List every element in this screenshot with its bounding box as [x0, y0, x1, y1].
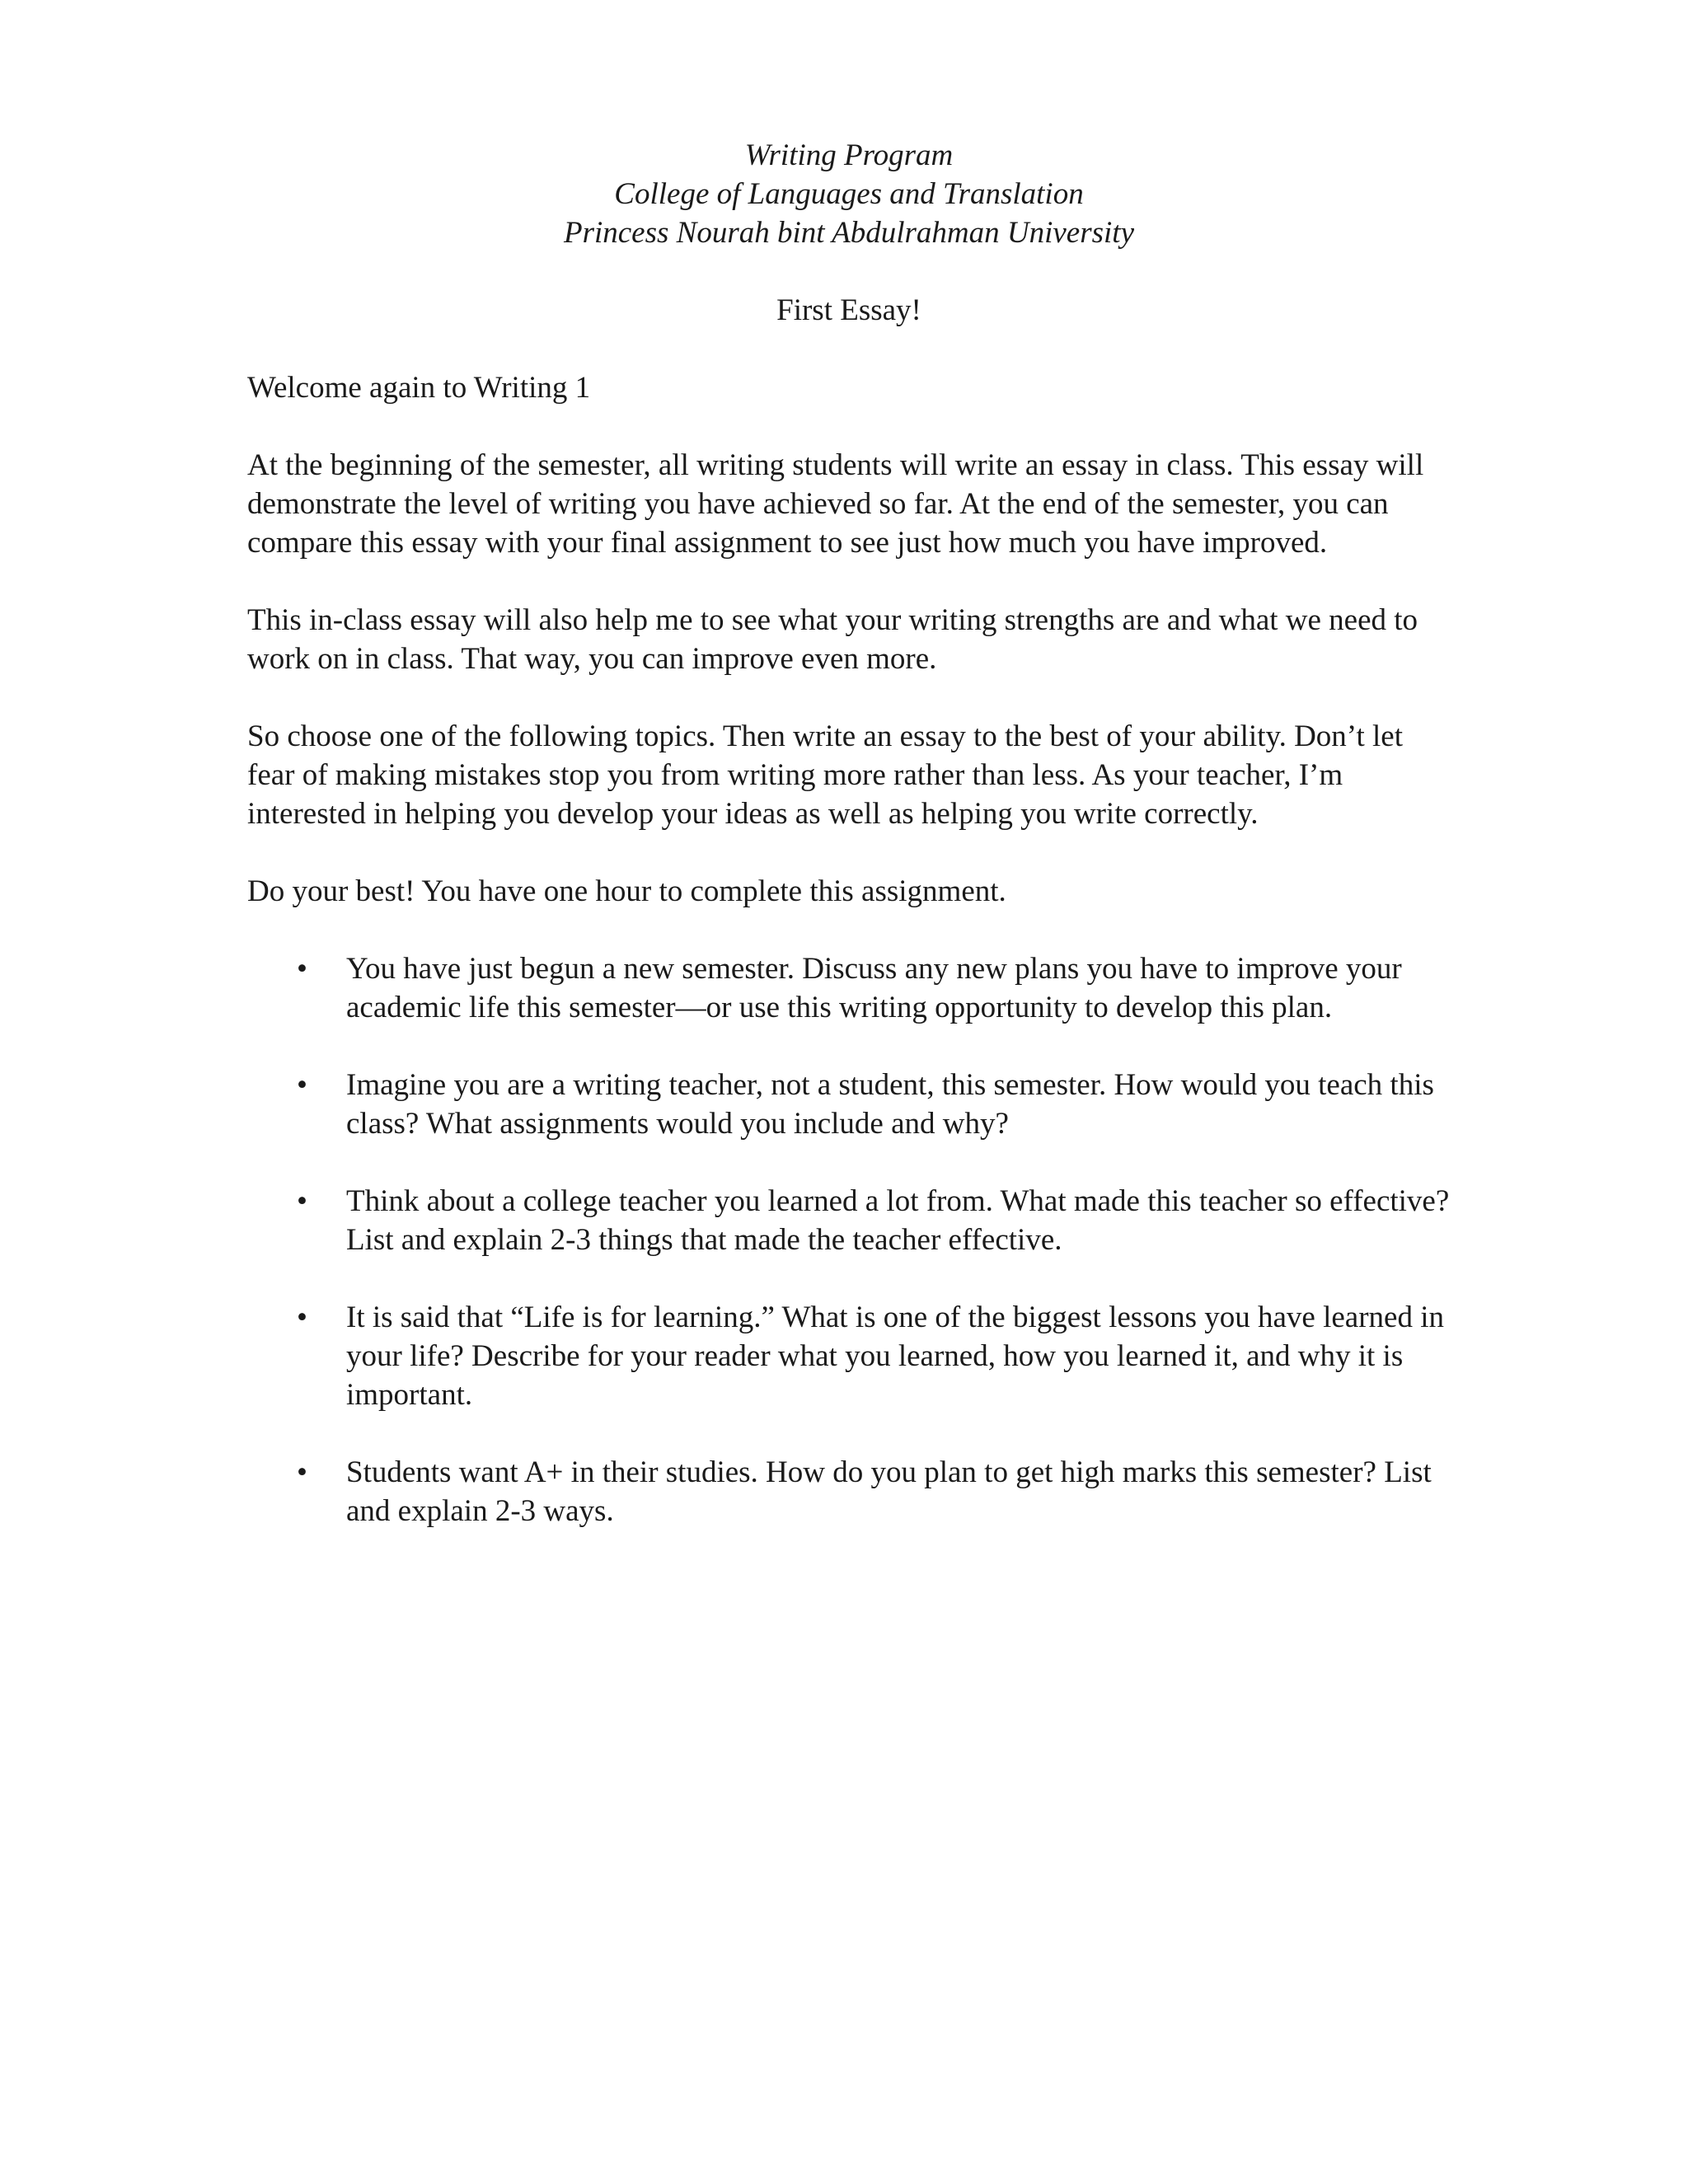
topic-text: It is said that “Life is for learning.” What is one of the biggest lessons you have learned in your life? Describe for your reader what you learned, how you learned it, and why it is important. [346, 1301, 1444, 1412]
bullet-icon: • [297, 1184, 307, 1218]
document-header [247, 136, 1451, 252]
intro-paragraph: At the beginning of the semester, all writing students will write an essay in class. This essay will demonstrate the level of writing you have achieved so far. At the end of the semester, you can compare this essay with your final assignment to see just how much you have improved. [247, 448, 1424, 560]
topic-list [247, 949, 1451, 1530]
topic-item [247, 949, 1451, 1027]
topic-item [247, 1453, 1451, 1530]
college-name: College of Languages and Translation [614, 177, 1084, 211]
document-page [247, 136, 1451, 1569]
topic-text: Think about a college teacher you learned a lot from. What made this teacher so effective? List and explain 2-3 things that made the teacher effective. [346, 1184, 1450, 1257]
program-name: Writing Program [744, 138, 954, 172]
purpose-paragraph: This in-class essay will also help me to see what your writing strengths are and what we need to work on in class. That way, you can improve even more. [247, 603, 1418, 676]
topic-item [247, 1298, 1451, 1414]
topic-item [247, 1066, 1451, 1143]
topic-text: Students want A+ in their studies. How do you plan to get high marks this semester? List and explain 2-3 ways. [346, 1455, 1432, 1528]
document-title: First Essay! [776, 293, 921, 327]
university-name: Princess Nourah bint Abdulrahman University [563, 216, 1134, 250]
topic-text: You have just begun a new semester. Discuss any new plans you have to improve your academic life this semester—or use this writing opportunity to develop this plan. [346, 952, 1402, 1024]
bullet-icon: • [297, 1068, 307, 1102]
instructions-paragraph: So choose one of the following topics. Then write an essay to the best of your ability. Don’t let fear of making mistakes stop you from writing more rather than less. As your teacher, I’m interested in helping you develop your ideas as well as helping you write correctly. [247, 719, 1403, 831]
greeting-line: Welcome again to Writing 1 [247, 371, 591, 405]
bullet-icon: • [297, 952, 307, 986]
bullet-icon: • [297, 1455, 307, 1489]
time-limit-paragraph: Do your best! You have one hour to complete this assignment. [247, 874, 1006, 908]
topic-text: Imagine you are a writing teacher, not a student, this semester. How would you teach this class? What assignments would you include and why? [346, 1068, 1434, 1141]
bullet-icon: • [297, 1301, 307, 1334]
topic-item [247, 1182, 1451, 1259]
